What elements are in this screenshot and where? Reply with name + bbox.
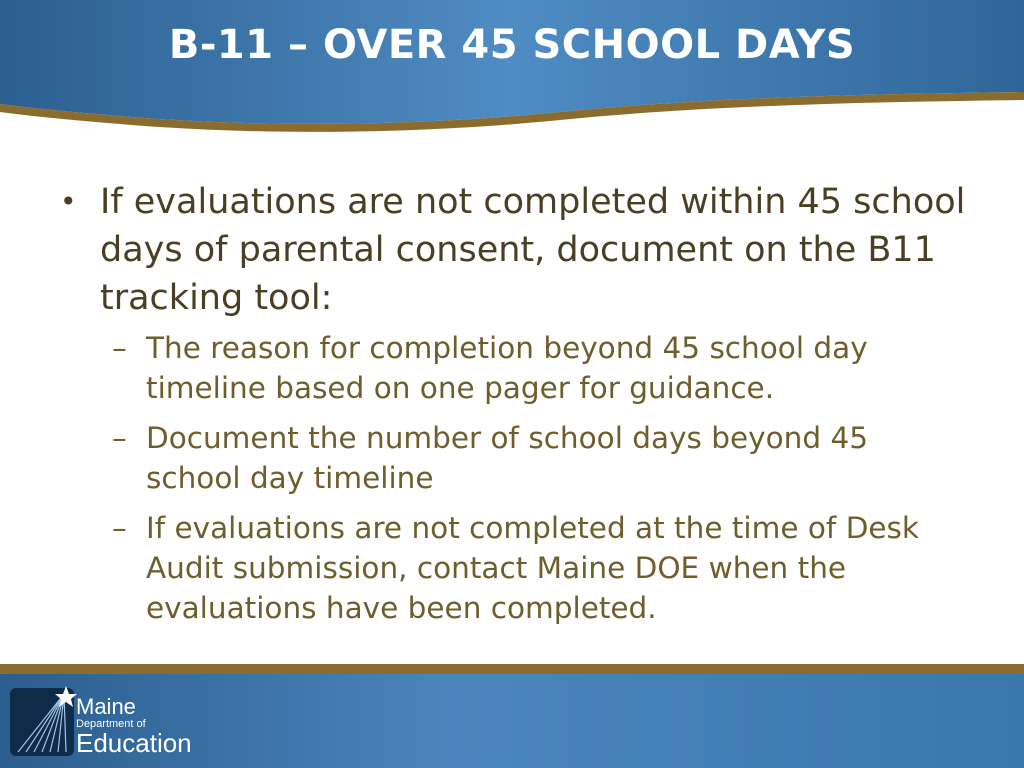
sub-bullet-text: Document the number of school days beyond 45 school day timeline bbox=[146, 421, 869, 495]
slide-content bbox=[60, 178, 970, 638]
maine-doe-logo bbox=[76, 696, 192, 756]
logo-line-maine: Maine bbox=[76, 694, 136, 719]
dash-icon: – bbox=[112, 511, 127, 545]
logo-line-department: Department of bbox=[76, 718, 146, 730]
sub-bullet-list bbox=[60, 328, 970, 628]
dash-icon: – bbox=[112, 331, 127, 365]
main-bullet-text: If evaluations are not completed within 45 school days of parental consent, document on the B11 tracking tool: bbox=[100, 182, 966, 318]
logo-line-education: Education bbox=[76, 728, 192, 758]
sub-bullet-item bbox=[60, 418, 970, 498]
main-bullet bbox=[60, 178, 970, 322]
dash-icon: – bbox=[112, 421, 127, 455]
sub-bullet-text: The reason for completion beyond 45 school day timeline based on one pager for guidance. bbox=[146, 331, 868, 405]
slide-title: B-11 – OVER 45 SCHOOL DAYS bbox=[168, 22, 856, 68]
sub-bullet-item bbox=[60, 328, 970, 408]
sub-bullet-item bbox=[60, 508, 970, 628]
sub-bullet-text: If evaluations are not completed at the time of Desk Audit submission, contact Maine DOE when the evaluations have been completed. bbox=[146, 511, 920, 625]
bullet-dot-icon: • bbox=[60, 185, 77, 218]
footer-gold-band bbox=[0, 664, 1024, 674]
